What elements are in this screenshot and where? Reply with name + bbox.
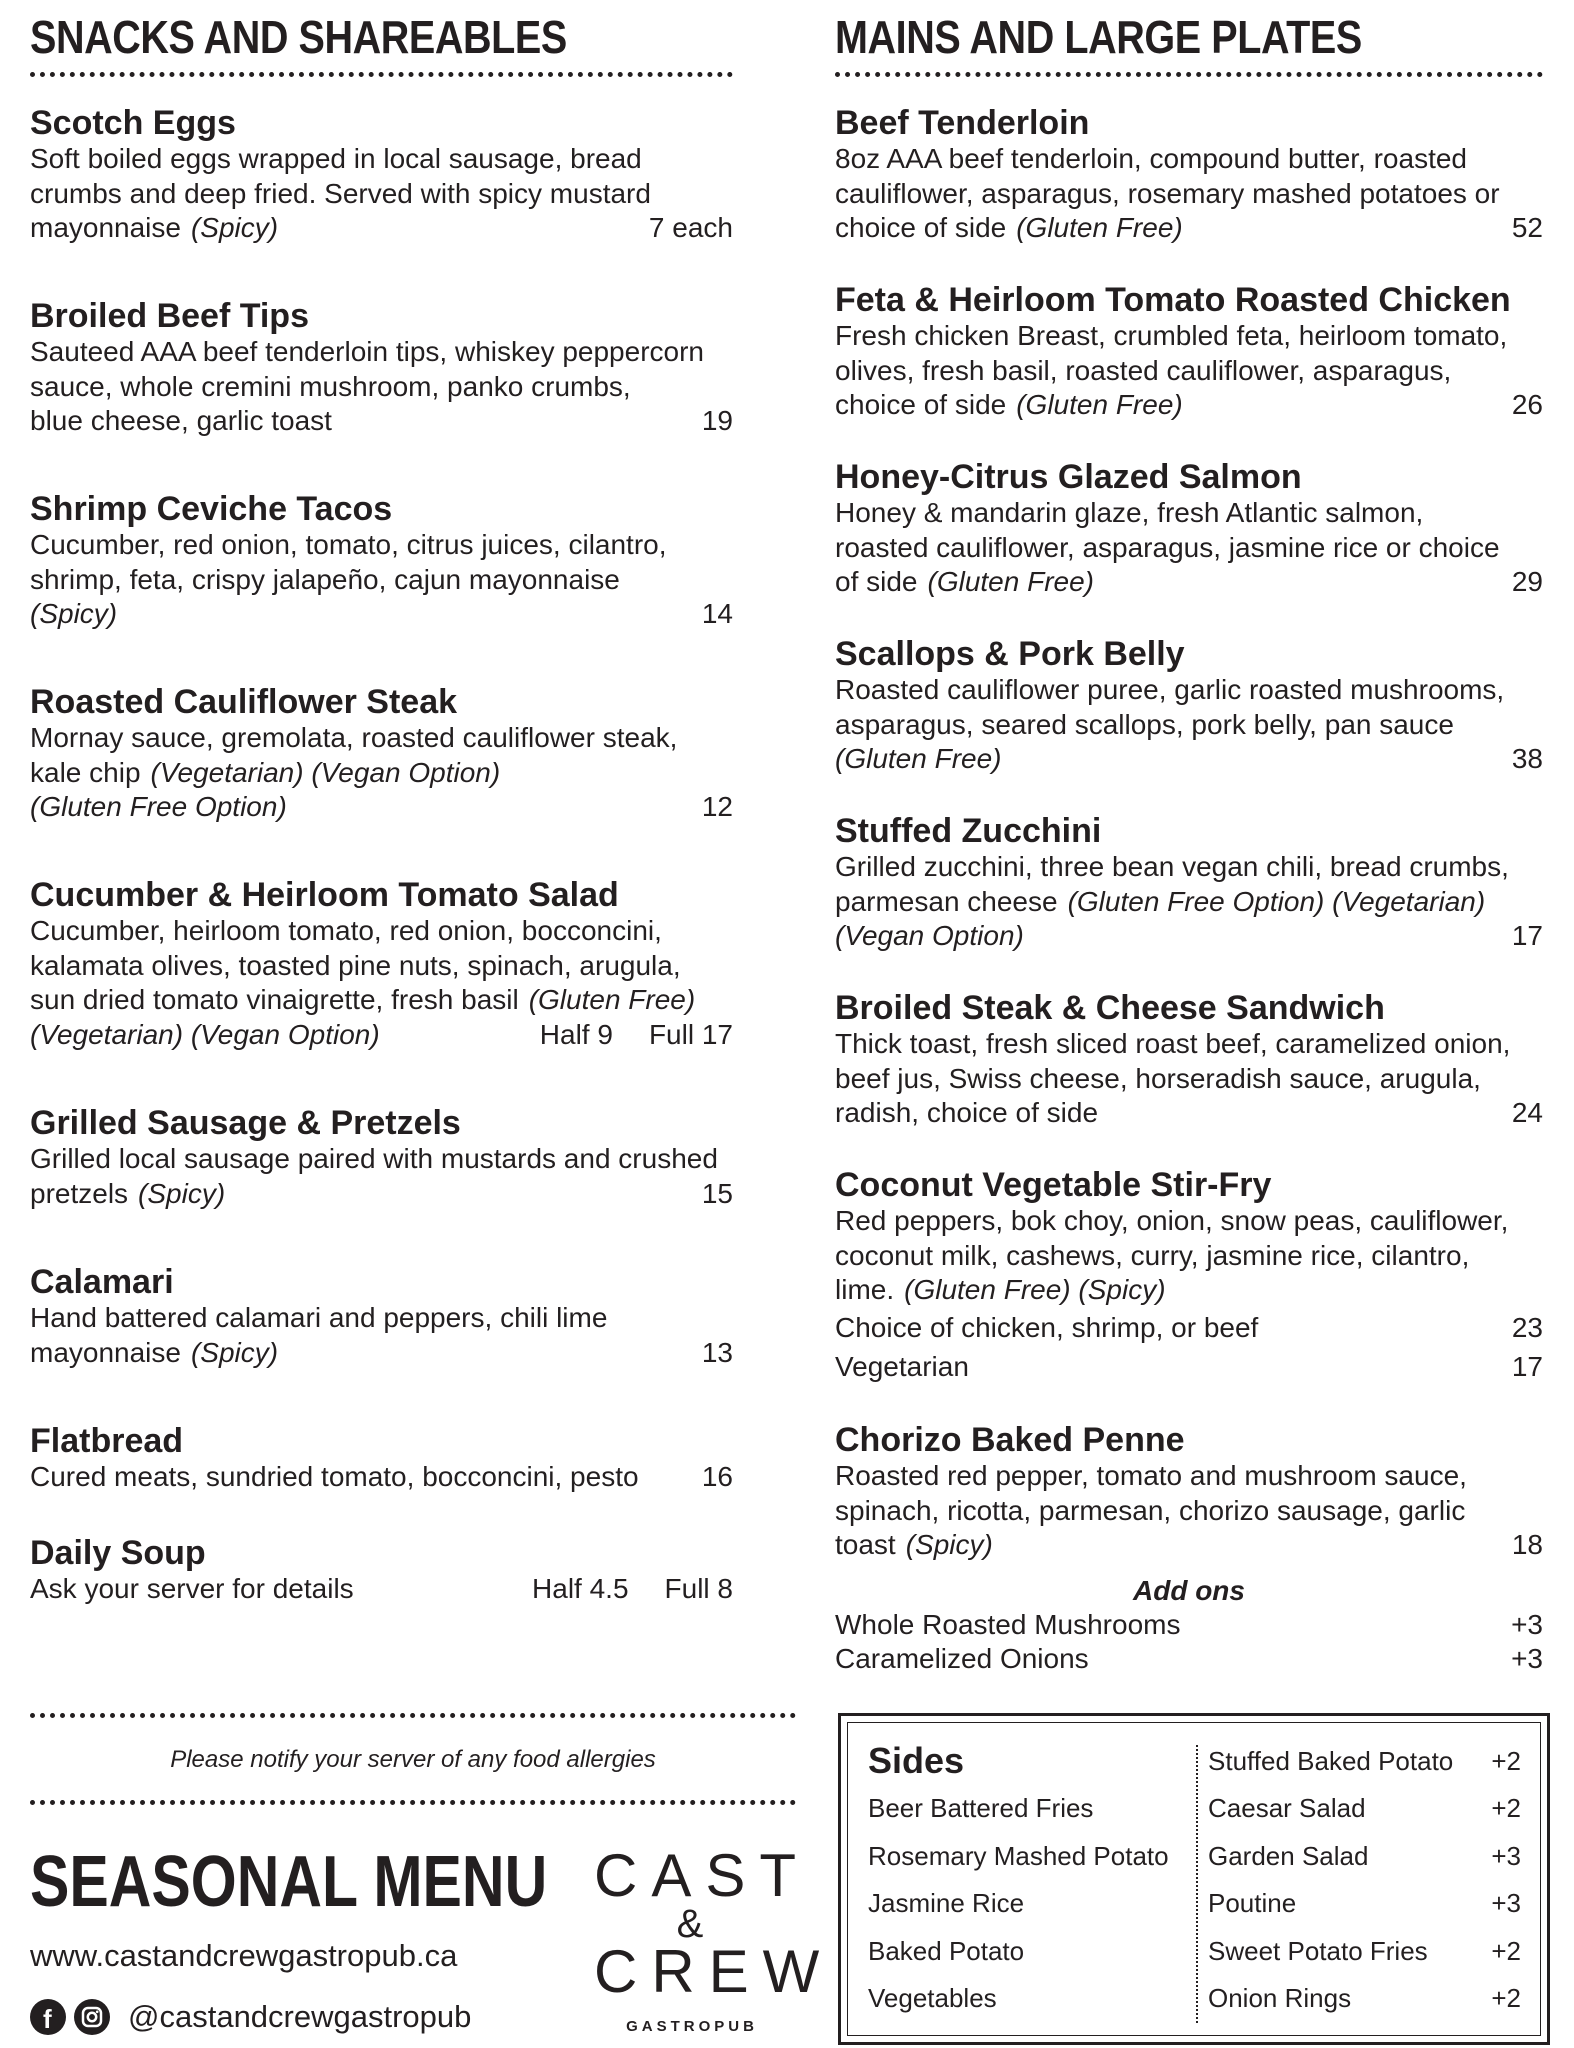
section-divider [30,72,733,77]
addons-list [835,1608,1543,1676]
footer-divider-bottom [30,1800,796,1805]
side-item: Jasmine Rice [868,1888,1025,1918]
description-plain: Grilled zucchini, three bean vegan chili, bread crumbs, [835,851,1509,882]
description-plain: Cured meats, sundried tomato, bocconcini, pesto [30,1461,639,1492]
description-text [30,790,287,825]
menu-item [30,876,733,1052]
half-full-prices [532,1572,733,1607]
full-price: Full 17 [648,1018,733,1050]
mains-section-title: MAINS AND LARGE PLATES [835,11,1362,63]
description-text [835,319,1507,354]
logo-crew: CREW [594,1938,834,2005]
side-item [1208,1833,1521,1881]
full-price: Full 8 [664,1573,733,1604]
description-line [835,354,1543,389]
description-plain: blue cheese, garlic toast [30,405,332,436]
social-row [30,1997,471,2037]
description-plain: 8oz AAA beef tenderloin, compound butter, roasted [835,143,1467,174]
item-price: 17 [1511,920,1543,951]
menu-item [835,281,1543,423]
description-line [835,531,1543,566]
svg-text:f: f [43,2004,52,2034]
sides-left-column [868,1737,1198,2023]
item-description [835,850,1543,954]
footer-divider-top [30,1713,796,1718]
item-name: Beef Tenderloin [835,104,1090,142]
description-plain: parmesan cheese [835,885,1058,917]
description-text [30,335,704,370]
description-plain: choice of side [835,212,1007,243]
side-price: +2 [1491,1983,1521,2013]
description-line [835,388,1543,423]
side-item [1208,1975,1521,2023]
half-full-prices [540,1018,733,1053]
item-description [835,142,1543,246]
description-text [30,949,681,984]
item-price: 13 [701,1336,733,1368]
description-line [835,177,1543,212]
menu-item [30,1422,733,1495]
dietary-note: (Vegan Option) [835,920,1024,951]
description-text [835,919,1024,954]
description-text [835,1239,1469,1274]
item-name: Flatbread [30,1422,184,1460]
description-text [30,1142,718,1177]
description-line [835,850,1543,885]
description-plain: Grilled local sausage paired with mustards and crushed [30,1143,718,1174]
item-description [835,673,1543,777]
description-text [835,1204,1508,1239]
item-price: 14 [701,598,733,629]
description-plain: Cucumber, heirloom tomato, red onion, bocconcini, [30,915,662,946]
addon-price: +3 [1511,1643,1543,1674]
description-plain: sun dried tomato vinaigrette, fresh basil [30,984,519,1015]
item-price: 19 [701,405,733,436]
sides-divider [1196,1745,1198,2023]
description-line [835,565,1543,600]
side-item [1208,1880,1521,1928]
item-description [835,319,1543,423]
description-text [835,1027,1510,1062]
side-item [1208,1737,1521,1785]
menu-item [835,635,1543,777]
half-price: Half 4.5 [532,1573,629,1604]
item-price: 24 [1511,1097,1543,1128]
description-line [30,1142,733,1177]
description-plain: kale chip [30,756,141,788]
sides-left-list [868,1785,1198,2023]
item-price: 26 [1511,389,1543,420]
description-line [30,756,733,791]
addons-block [835,1574,1543,1676]
side-price: +2 [1491,1793,1521,1823]
description-line [835,211,1543,246]
description-line [30,1336,733,1371]
description-line [835,708,1543,743]
seasonal-menu-title: SEASONAL MENU [30,1842,548,1922]
dietary-note: (Gluten Free) [835,743,1002,774]
menu-item [30,1534,733,1607]
description-text [835,142,1467,177]
description-plain: choice of side [835,389,1007,420]
item-name: Roasted Cauliflower Steak [30,683,458,721]
website-link[interactable]: www.castandcrewgastropub.ca [30,1938,458,1973]
description-plain: of side [835,566,918,597]
description-line [30,335,733,370]
item-description [835,1459,1543,1563]
description-plain: lime. [835,1274,895,1305]
side-label: Onion Rings [1208,1983,1352,2013]
dietary-note: (Gluten Free) [1016,212,1183,243]
side-label: Poutine [1208,1888,1297,1918]
description-line [835,319,1543,354]
description-line [835,673,1543,708]
item-description [835,496,1543,600]
dietary-note: (Vegetarian) (Vegan Option) [30,1018,380,1050]
description-line [835,1239,1543,1274]
side-item: Beer Battered Fries [868,1793,1094,1823]
description-plain: Red peppers, bok choy, onion, snow peas, cauliflower, [835,1205,1509,1236]
item-name: Cucumber & Heirloom Tomato Salad [30,876,619,914]
description-line [30,597,733,632]
menu-item [835,104,1543,246]
description-line [30,177,733,212]
description-line [30,1301,733,1336]
description-plain: Cucumber, red onion, tomato, citrus juices, cilantro, [30,529,667,560]
item-description [835,1027,1543,1131]
description-text [30,177,651,212]
description-line [835,1459,1543,1494]
description-plain: Hand battered calamari and peppers, chili lime [30,1302,608,1333]
snacks-section-title: SNACKS AND SHAREABLES [30,11,567,63]
description-plain: Thick toast, fresh sliced roast beef, caramelized onion, [835,1028,1511,1059]
item-price: 18 [1511,1529,1543,1560]
dietary-note: (Spicy) [190,1336,279,1368]
item-price: 38 [1511,743,1543,774]
description-text [835,565,1094,600]
item-name: Broiled Beef Tips [30,297,309,335]
description-line [30,563,733,598]
item-description [30,1572,733,1607]
instagram-icon[interactable] [74,1999,110,2035]
dietary-note: (Gluten Free) [1016,389,1183,420]
half-price: Half 9 [539,1018,613,1050]
side-price: +3 [1491,1888,1521,1918]
description-text [30,721,677,756]
side-item [1208,1785,1521,1833]
dietary-note: (Gluten Free Option) [30,791,287,822]
side-item: Vegetables [868,1983,997,2013]
description-line [30,142,733,177]
item-name: Scallops & Pork Belly [835,635,1185,673]
description-text [835,708,1454,743]
description-plain: radish, choice of side [835,1097,1099,1128]
description-text [835,1273,1166,1308]
description-text [30,211,278,246]
facebook-icon[interactable] [30,1999,66,2035]
menu-item [30,297,733,439]
side-item: Baked Potato [868,1935,1025,1966]
addon-row [835,1608,1543,1642]
description-plain: cauliflower, asparagus, rosemary mashed potatoes or [835,177,1500,209]
dietary-note: (Gluten Free) [927,566,1094,597]
item-name: Scotch Eggs [30,104,236,142]
item-name: Broiled Steak & Cheese Sandwich [835,989,1385,1027]
sides-inner-border [847,1722,1541,2036]
dietary-note: (Spicy) [190,212,279,243]
item-description [30,1142,733,1211]
dietary-note: (Spicy) [905,1529,993,1560]
description-plain: crumbs and deep fried. Served with spicy mustard [30,177,651,209]
description-plain: Soft boiled eggs wrapped in local sausage, bread [30,143,642,174]
description-plain: Sauteed AAA beef tenderloin tips, whiskey peppercorn [30,336,704,367]
description-plain: Mornay sauce, gremolata, roasted cauliflower steak, [30,722,678,753]
description-plain: Ask your server for details [30,1573,354,1604]
menu-item [835,1421,1543,1563]
description-text [30,756,500,791]
description-line [30,370,733,405]
option-row [835,1308,1543,1347]
description-line [835,1062,1543,1097]
logo-gastropub: GASTROPUB [626,2018,758,2035]
allergy-notice: Please notify your server of any food allergies [170,1746,656,1773]
description-line [30,1018,733,1053]
description-text [30,1301,607,1336]
description-text [835,742,1002,777]
description-text [835,1459,1467,1494]
description-plain: asparagus, seared scallops, pork belly, pan sauce [835,708,1454,740]
option-price: 17 [1511,1350,1543,1382]
description-plain: sauce, whole cremini mushroom, panko crumbs, [30,370,631,402]
side-price: +2 [1491,1746,1521,1776]
description-plain: Roasted cauliflower puree, garlic roasted mushrooms, [835,674,1505,705]
side-label: Stuffed Baked Potato [1208,1746,1454,1776]
item-description [30,1460,733,1495]
item-price: 52 [1511,212,1543,243]
option-price: 23 [1511,1311,1543,1343]
side-label: Caesar Salad [1208,1793,1366,1823]
item-description [30,528,733,632]
item-name: Calamari [30,1263,174,1301]
description-line [30,949,733,984]
dietary-note: (Gluten Free Option) (Vegetarian) [1067,885,1486,917]
dietary-note: (Vegetarian) (Vegan Option) [150,756,501,788]
description-text [835,211,1183,246]
description-plain: toast [835,1529,896,1560]
item-price: 15 [701,1177,733,1209]
description-text [30,142,642,177]
side-price: +3 [1491,1840,1521,1871]
side-price: +2 [1491,1935,1521,1966]
menu-item [835,1166,1543,1386]
item-name: Coconut Vegetable Stir-Fry [835,1166,1272,1204]
description-plain: mayonnaise [30,1336,181,1368]
description-text [30,404,332,439]
description-text [835,1528,993,1563]
social-handle[interactable]: @castandcrewgastropub [128,1999,472,2034]
menu-item [835,989,1543,1131]
menu-item [30,104,733,246]
description-text [30,983,695,1018]
side-label: Sweet Potato Fries [1208,1935,1428,1966]
description-text [835,1062,1481,1097]
description-line [835,142,1543,177]
side-item: Rosemary Mashed Potato [868,1840,1169,1871]
menu-item [30,490,733,632]
item-description [30,1301,733,1370]
menu-item [30,1104,733,1211]
description-text [835,1096,1098,1131]
dietary-note: (Spicy) [138,1177,226,1209]
description-text [30,597,117,632]
description-line [30,1460,733,1495]
description-plain: kalamata olives, toasted pine nuts, spinach, arugula, [30,949,681,981]
addon-row [835,1642,1543,1676]
description-text [30,1177,225,1212]
addon-price: +3 [1511,1609,1543,1640]
description-text [835,531,1500,566]
menu-item [835,458,1543,600]
description-line [835,1204,1543,1239]
item-price: 7 each [648,212,733,243]
description-line [30,790,733,825]
addon-label: Whole Roasted Mushrooms [835,1609,1181,1640]
snacks-column [30,0,733,1604]
description-text [30,1336,278,1371]
description-line [30,528,733,563]
description-line [835,496,1543,531]
item-description [30,335,733,439]
description-text [835,177,1500,212]
sides-title: Sides [868,1740,965,1781]
description-line [30,983,733,1018]
description-text [30,528,667,563]
item-name: Stuffed Zucchini [835,812,1102,850]
menu-item [30,683,733,825]
item-name: Daily Soup [30,1534,206,1572]
description-text [835,1494,1465,1529]
menu-item [835,812,1543,954]
description-line [835,1528,1543,1563]
item-price: 29 [1511,566,1543,597]
section-divider [835,72,1543,77]
description-line [835,885,1543,920]
mains-column [835,0,1543,1674]
side-item [1208,1928,1521,1976]
option-row [835,1347,1543,1386]
item-description [30,721,733,825]
description-text [30,914,662,949]
option-label: Choice of chicken, shrimp, or beef [835,1311,1259,1343]
description-text [30,1460,639,1495]
menu-item [30,1263,733,1370]
logo-cast: CAST [594,1842,811,1909]
description-plain: Honey & mandarin glaze, fresh Atlantic salmon, [835,497,1424,528]
item-description [835,1204,1543,1386]
description-text [30,563,620,598]
description-plain: shrimp, feta, crispy jalapeño, cajun mayonnaise [30,563,620,595]
option-label: Vegetarian [835,1350,969,1382]
description-line [30,1177,733,1212]
item-name: Grilled Sausage & Pretzels [30,1104,461,1142]
item-name: Chorizo Baked Penne [835,1421,1185,1459]
dietary-note: (Gluten Free) (Spicy) [904,1274,1166,1305]
addons-title: Add ons [1133,1575,1245,1606]
description-plain: mayonnaise [30,212,181,243]
dietary-note: (Spicy) [30,598,118,629]
description-plain: coconut milk, cashews, curry, jasmine rice, cilantro, [835,1239,1470,1271]
cast-crew-logo [580,1842,834,2037]
description-line [835,742,1543,777]
description-line [30,211,733,246]
description-text [835,388,1183,423]
description-plain: roasted cauliflower, asparagus, jasmine rice or choice [835,531,1500,563]
description-line [30,1572,733,1607]
description-text [835,673,1504,708]
description-line [835,1494,1543,1529]
description-text [835,885,1485,920]
description-line [835,1027,1543,1062]
logo-ampersand: & [676,1902,704,1946]
description-plain: olives, fresh basil, roasted cauliflower, asparagus, [835,354,1452,386]
item-name: Feta & Heirloom Tomato Roasted Chicken [835,281,1511,319]
sides-right-column [1208,1737,1521,2023]
description-plain: beef jus, Swiss cheese, horseradish sauce, arugula, [835,1062,1481,1094]
description-text [835,850,1509,885]
description-plain: pretzels [30,1177,129,1209]
item-price: 12 [701,791,733,822]
dietary-note: (Gluten Free) [528,984,696,1015]
description-plain: spinach, ricotta, parmesan, chorizo sausage, garlic [835,1494,1466,1526]
item-description [30,914,733,1052]
sides-box [838,1713,1550,2045]
item-name: Shrimp Ceviche Tacos [30,490,393,528]
item-description [30,142,733,246]
description-plain: Roasted red pepper, tomato and mushroom sauce, [835,1460,1467,1491]
description-line [835,919,1543,954]
description-line [835,1096,1543,1131]
description-plain: Fresh chicken Breast, crumbled feta, heirloom tomato, [835,320,1508,351]
side-label: Garden Salad [1208,1840,1369,1871]
description-text [30,370,631,405]
item-price: 16 [701,1461,733,1492]
description-line [30,404,733,439]
description-text [835,354,1451,389]
item-name: Honey-Citrus Glazed Salmon [835,458,1302,496]
description-line [835,1273,1543,1308]
description-line [30,914,733,949]
addon-label: Caramelized Onions [835,1643,1089,1674]
description-text [835,496,1423,531]
description-line [30,721,733,756]
